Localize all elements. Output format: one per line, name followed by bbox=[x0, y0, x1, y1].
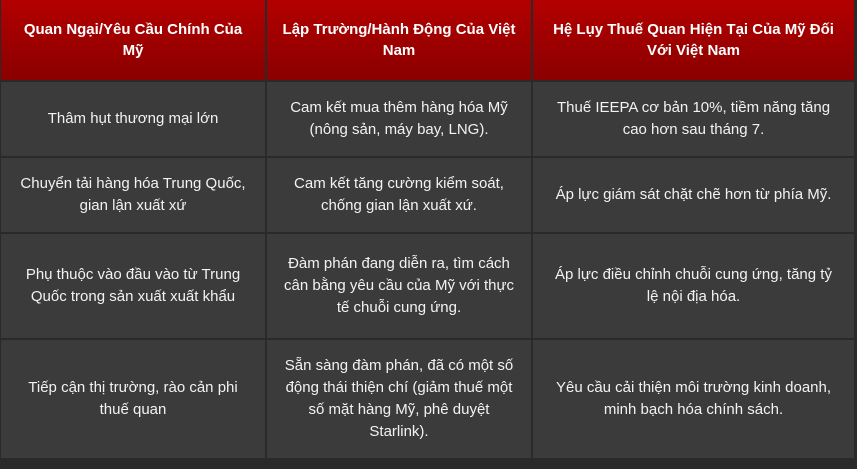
cell-us-concern: Thâm hụt thương mại lớn bbox=[1, 82, 267, 158]
cell-tariff-implication: Thuế IEEPA cơ bản 10%, tiềm năng tăng cao hơn sau tháng 7. bbox=[533, 82, 854, 158]
table-row bbox=[1, 234, 854, 340]
table-header-row bbox=[1, 0, 854, 82]
cell-vietnam-stance: Cam kết mua thêm hàng hóa Mỹ (nông sản, máy bay, LNG). bbox=[267, 82, 533, 158]
cell-tariff-implication: Áp lực giám sát chặt chẽ hơn từ phía Mỹ. bbox=[533, 158, 854, 234]
cell-us-concern: Tiếp cận thị trường, rào cản phi thuế quan bbox=[1, 340, 267, 458]
header-vietnam-stance: Lập Trường/Hành Động Của Việt Nam bbox=[267, 0, 533, 82]
header-us-concerns: Quan Ngại/Yêu Cầu Chính Của Mỹ bbox=[1, 0, 267, 82]
header-tariff-implications: Hệ Lụy Thuế Quan Hiện Tại Của Mỹ Đối Với Việt Nam bbox=[533, 0, 854, 82]
table-row bbox=[1, 158, 854, 234]
cell-vietnam-stance: Cam kết tăng cường kiểm soát, chống gian lận xuất xứ. bbox=[267, 158, 533, 234]
cell-tariff-implication: Yêu cầu cải thiện môi trường kinh doanh, minh bạch hóa chính sách. bbox=[533, 340, 854, 458]
cell-vietnam-stance: Sẵn sàng đàm phán, đã có một số động thái thiện chí (giảm thuế một số mặt hàng Mỹ, phê duyệt Starlink). bbox=[267, 340, 533, 458]
cell-tariff-implication: Áp lực điều chỉnh chuỗi cung ứng, tăng tỷ lệ nội địa hóa. bbox=[533, 234, 854, 340]
cell-us-concern: Chuyển tải hàng hóa Trung Quốc, gian lận xuất xứ bbox=[1, 158, 267, 234]
comparison-table bbox=[1, 0, 854, 458]
cell-us-concern: Phụ thuộc vào đầu vào từ Trung Quốc trong sản xuất xuất khẩu bbox=[1, 234, 267, 340]
table-row bbox=[1, 340, 854, 458]
table-row bbox=[1, 82, 854, 158]
cell-vietnam-stance: Đàm phán đang diễn ra, tìm cách cân bằng yêu cầu của Mỹ với thực tế chuỗi cung ứng. bbox=[267, 234, 533, 340]
